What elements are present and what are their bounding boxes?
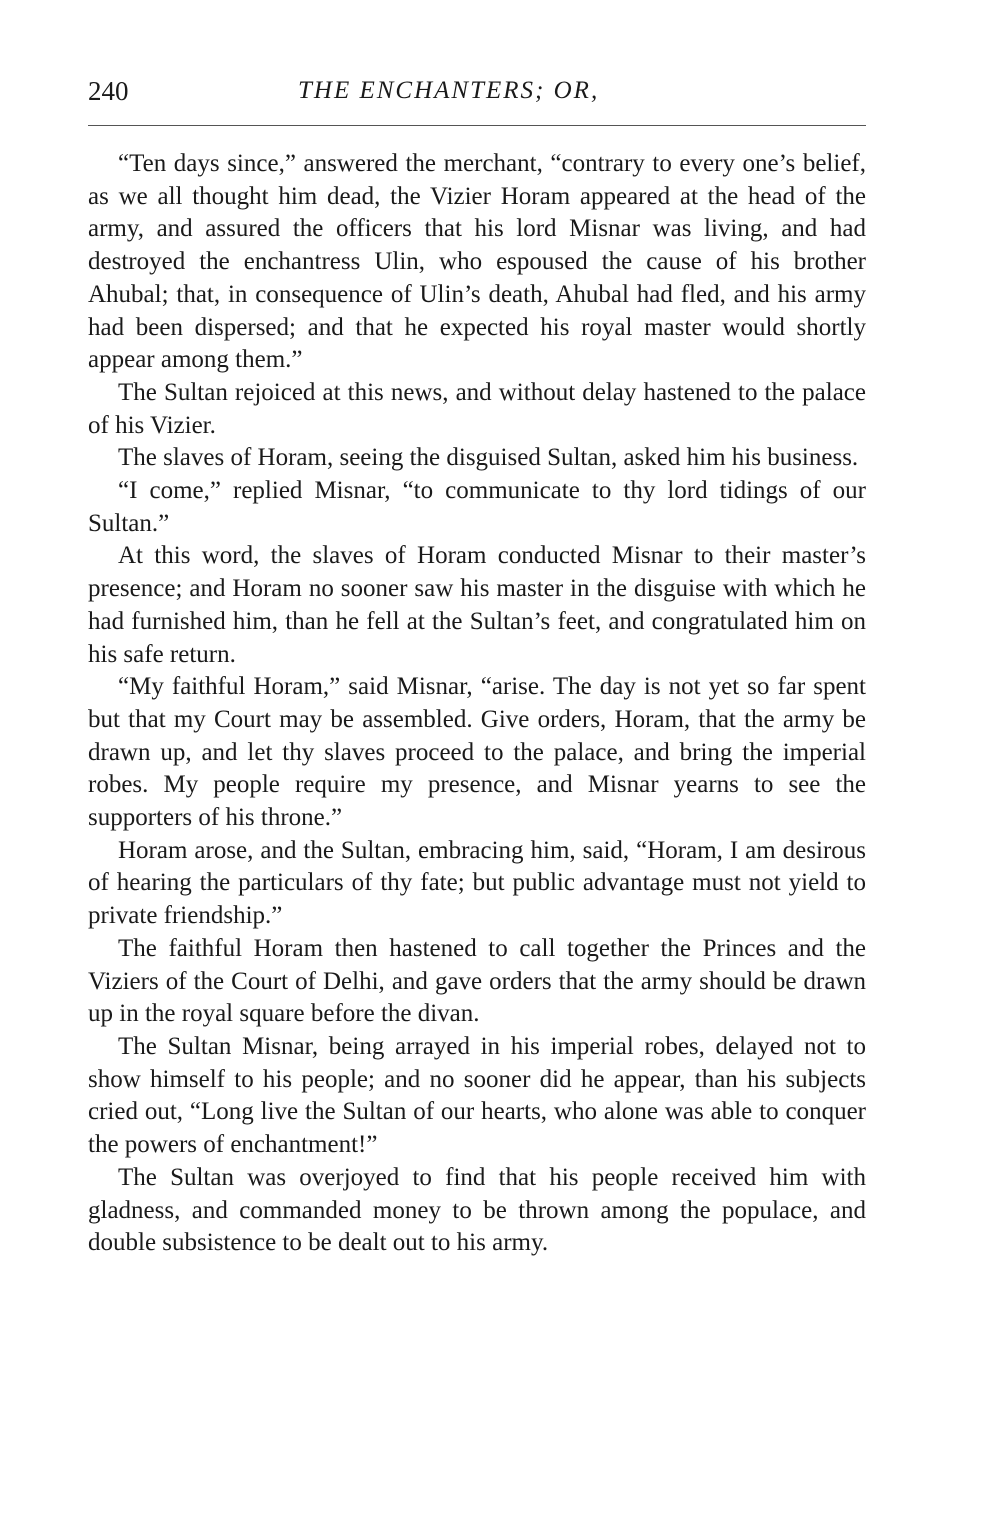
paragraph: The slaves of Horam, seeing the disguised Sultan, asked him his business. bbox=[118, 444, 859, 472]
paragraph: “Ten days since,” answered the merchant, “contrary to every one’s belief, as we all thought him dead, the Vizier Horam appeared at the head of the army, and assured the officers that his lord Misnar was living, and had destroyed the enchantress Ulin, who espoused the cause of his brother Ahubal; that, in consequence of Ulin’s death, Ahubal had fled, and his army had been dispersed; and that he expected his royal master would shortly appear among them.” bbox=[88, 150, 866, 374]
running-head: THE ENCHANTERS; OR, bbox=[298, 77, 600, 104]
header-rule bbox=[88, 125, 866, 126]
paragraph: At this word, the slaves of Horam conducted Misnar to their master’s presence; and Horam no sooner saw his master in the disguise with which he had furnished him, than he fell at the Sultan’s feet, and congratulated him on his safe return. bbox=[88, 542, 866, 668]
paragraph: “My faithful Horam,” said Misnar, “arise. The day is not yet so far spent but that my Court may be assembled. Give orders, Horam, that the army be drawn up, and let thy slaves proceed to the palace, and bring the imperial robes. My people require my presence, and Misnar yearns to see the supporters of his throne.” bbox=[88, 673, 866, 832]
body-text bbox=[88, 148, 866, 1260]
paragraph: The Sultan was overjoyed to find that his people received him with gladness, and commanded money to be thrown among the populace, and double subsistence to be dealt out to his army. bbox=[88, 1163, 866, 1257]
paragraph: The Sultan Misnar, being arrayed in his imperial robes, delayed not to show himself to his people; and no sooner did he appear, than his subjects cried out, “Long live the Sultan of our hearts, who alone was able to conquer the powers of enchantment!” bbox=[88, 1032, 866, 1159]
page-number: 240 bbox=[88, 76, 129, 106]
page-header bbox=[88, 74, 866, 114]
paragraph: “I come,” replied Misnar, “to communicate to thy lord tidings of our Sultan.” bbox=[88, 477, 866, 537]
paragraph: The faithful Horam then hastened to call together the Princes and the Viziers of the Court of Delhi, and gave orders that the army should be drawn up in the royal square before the divan. bbox=[88, 934, 866, 1028]
paragraph: The Sultan rejoiced at this news, and without delay hastened to the palace of his Vizier. bbox=[88, 378, 866, 439]
paragraph: Horam arose, and the Sultan, embracing him, said, “Horam, I am desirous of hearing the particulars of thy fate; but public advantage must not yield to private friendship.” bbox=[88, 836, 866, 930]
